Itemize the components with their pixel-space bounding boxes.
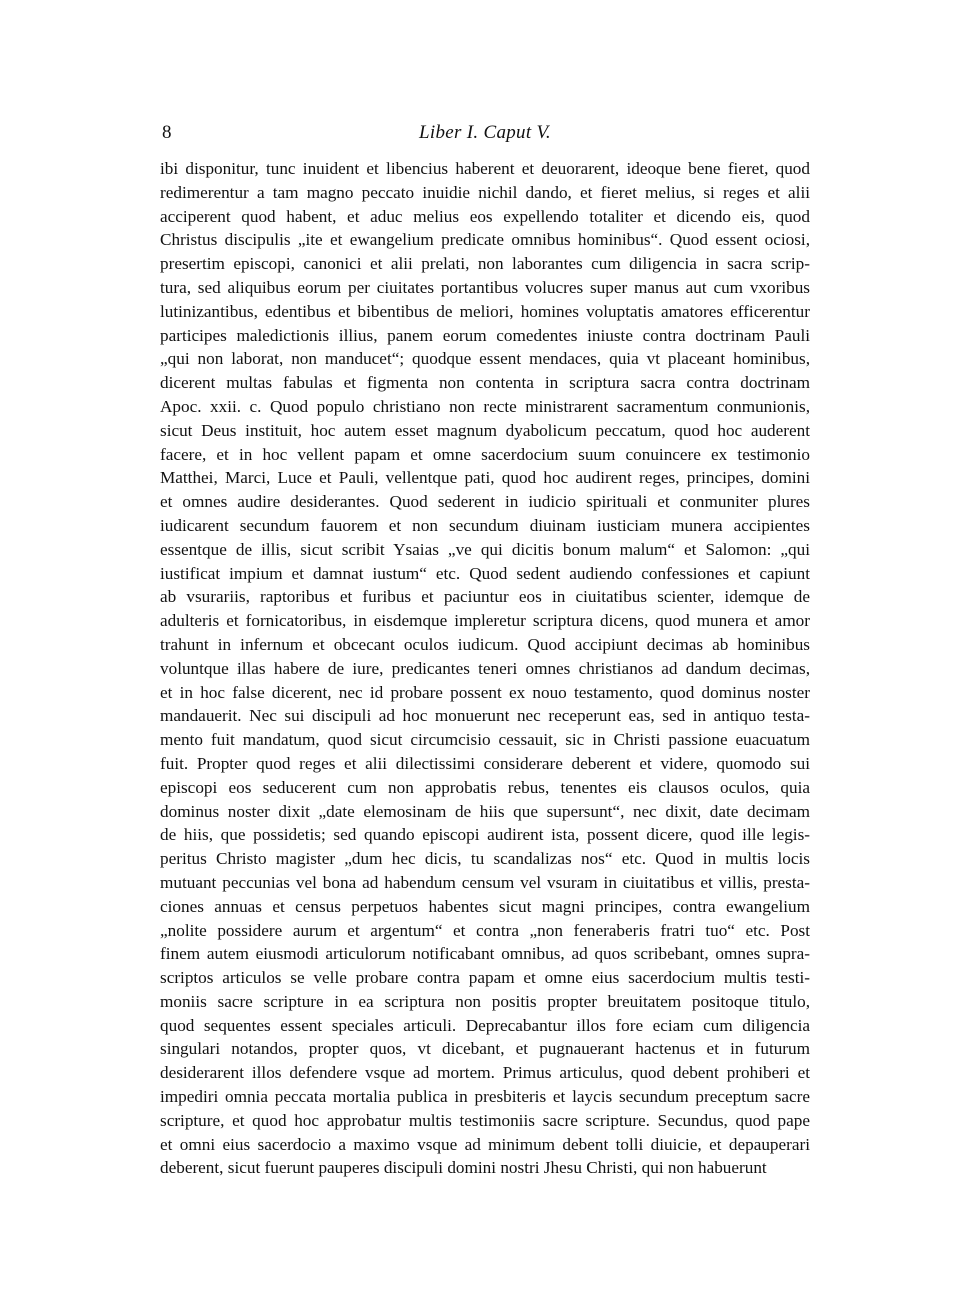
text-line: impediri omnia peccata mortalia publica in presbiteris et laycis secundum preceptum sacre [160,1087,810,1107]
text-line: Christus discipulis „ite et ewangelium predicate omnibus hominibus“. Quod essent ociosi, [160,230,810,250]
text-line: „nolite possidere aurum et argentum“ et contra „non feneraberis fratri tuo“ etc. Post [160,920,810,940]
text-line: mutuant peccunias vel bona ad habendum censum vel vsuram in ciuitatibus et villis, presta- [160,872,810,892]
text-line: sicut Deus instituit, hoc autem esset magnum dyabolicum peccatum, quod hoc auderent [160,420,810,440]
text-line: participes maledictionis illius, panem eorum comedentes iniuste contra doctrinam Pauli [160,325,810,345]
text-line: finem autem eiusmodi articulorum notificabant omnibus, ad quos scribebant, omnes supra- [160,944,810,964]
text-line: adulteris et fornicatoribus, in eisdemque impleretur scriptura dicens, quod munera et amor [160,611,810,631]
text-line: trahunt in infernum et obcecant oculos iudicum. Quod accipiunt decimas ab hominibus [160,634,810,654]
text-line: lutinizantibus, edentibus et bibentibus de meliori, homines voluptatis amatores efficerentur [160,301,810,321]
text-line: tura, sed aliquibus eorum per ciuitates portantibus volucres super manus aut cum vxoribus [160,277,810,297]
text-line: et in hoc false dicerent, nec id probare possent ex nouo testamento, quod dominus noster [160,682,810,702]
text-line: iudicarent secundum fauorem et non secundum diuinam iusticiam munera accipientes [160,515,810,535]
text-line: „qui non laborat, non manducet“; quodque essent mendaces, quia vt placeant hominibus, [160,349,810,369]
text-line: peritus Christo magister „dum hec dicis, tu scandalizas nos“ etc. Quod in multis locis [160,849,810,869]
text-line: et omni eius sacerdocio a maximo vsque ad minimum debent tolli diuicie, et depauperari [160,1134,810,1154]
text-line: deberent, sicut fuerunt pauperes discipuli domini nostri Jhesu Christi, qui non habuerunt [160,1158,767,1178]
running-head [160,120,810,146]
text-line: redimerentur a tam magno peccato inuidie nichil dando, et fieret melius, si reges et alii [160,182,810,202]
text-line: singulari notandos, propter quos, vt dicebant, et pugnauerant hactenus et in futurum [160,1039,810,1059]
text-line: mento fuit mandatum, quod sicut circumcisio cessauit, sic in Christi passione euacuatum [160,730,810,750]
text-line: Apoc. xxii. c. Quod populo christiano non recte ministrarent sacramentum conmunionis, [160,396,810,416]
text-line: moniis sacre scripture in ea scriptura non positis propter breuitatem positoque titulo, [160,991,810,1011]
text-line: de hiis, que possidetis; sed quando episcopi audirent ista, possent dicere, quod ille legis- [160,825,810,845]
text-line: presertim episcopi, canonici et alii prelati, non laborantes cum diligencia in sacra scrip- [160,254,810,274]
text-line: desiderarent illos defendere vsque ad mortem. Primus articulus, quod debent prohiberi et [160,1063,810,1083]
text-line: facere, et in hoc vellent papam et omne sacerdocium suum conuincere ex testimonio [160,444,810,464]
text-line: iustificat impium et damnat iustum“ etc. Quod sedent audiendo confessiones et capiunt [160,563,810,583]
text-line: ibi disponitur, tunc inuident et libencius haberent et deuorarent, ideoque bene fieret, quod [160,159,810,178]
text-line: dicerent multas fabulas et figmenta non contenta in scriptura sacra contra doctrinam [160,373,810,393]
text-line: scripture, et quod hoc approbatur multis testimoniis sacre scripture. Secundus, quod pape [160,1110,810,1130]
text-line: Matthei, Marci, Luce et Pauli, vellentque pati, quod hoc audirent reges, principes, domini [160,468,810,488]
text-line: ciones annuas et census perpetuos habentes sicut magni principes, contra ewangelium [160,896,810,916]
text-line: et omnes audire desiderantes. Quod sederent in iudicio spirituali et conmuniter plures [160,492,810,512]
text-line: ab vsurariis, raptoribus et furibus et paciuntur eos in ciuitatibus scienter, idemque de [160,587,810,607]
text-line: fuit. Propter quod reges et alii dilectissimi considerare deberent et videre, quomodo sui [160,753,810,773]
text-line: dominus noster dixit „date elemosinam de hiis que supersunt“, nec dixit, date decimam [160,801,810,821]
text-line: quod sequentes essent speciales articuli. Deprecabantur illos fore eciam cum diligencia [160,1015,810,1035]
text-line: voluntque illas habere de iure, predicantes teneri omnes christianos ad dandum decimas, [160,658,810,678]
text-line: essentque de illis, sicut scribit Ysaias „ve qui dicitis bonum malum“ et Salomon: „qui [160,539,810,559]
text-line: acciperent quod habent, et aduc melius eos expellendo totaliter et dicendo eis, quod [160,206,810,226]
text-line: mandauerit. Nec sui discipuli ad hoc monuerunt nec receperunt eas, sed in antiquo testa- [160,706,810,726]
text-line: episcopi eos seducerent cum non approbatis rebus, tenentes eis clausos oculos, quia [160,777,810,797]
page-number: 8 [162,122,172,143]
body-text [160,157,810,1180]
text-line: scriptos articulos se velle probare contra papam et omne eius sacerdocium multis testi- [160,968,810,988]
running-title: Liber I. Caput V. [419,122,551,143]
